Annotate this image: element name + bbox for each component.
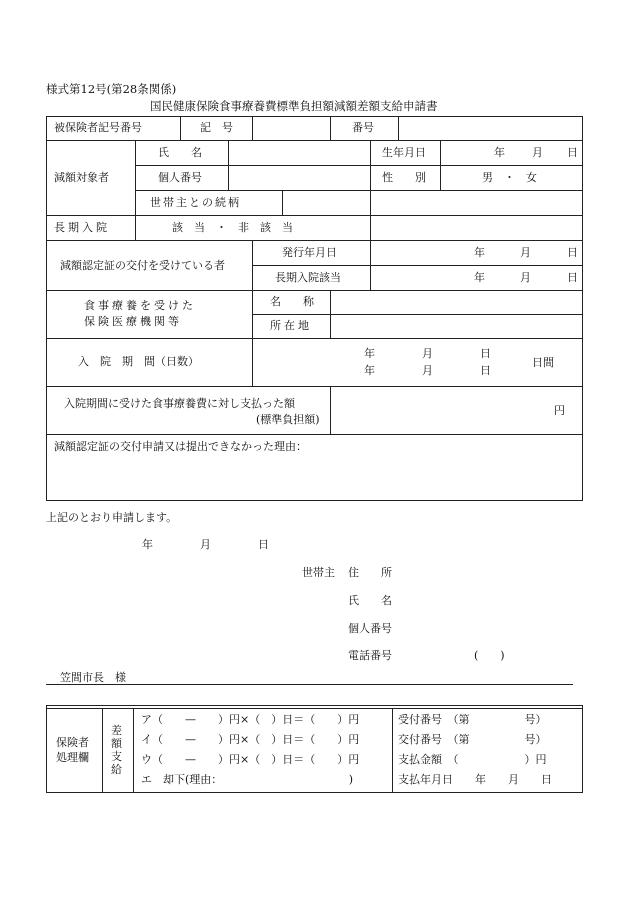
name-label: 氏 名: [158, 146, 202, 159]
issue-date-label: 発行年月日: [282, 246, 337, 259]
addressee: 笠間市長 様: [60, 671, 126, 684]
period-from-year: 年: [364, 347, 375, 360]
amount-field[interactable]: [330, 386, 582, 434]
form-number: 様式第12号(第28条関係): [46, 82, 177, 96]
amount-yen: 円: [554, 404, 565, 417]
reason-label: 減額認定証の交付申請又は提出できなかった理由：: [54, 440, 307, 453]
applicant-phone-label: 電話番号: [348, 649, 392, 662]
declaration-month: 月: [200, 538, 211, 551]
hospital-period-label: 入 院 期 間（日数）: [78, 355, 199, 368]
reason-field[interactable]: [47, 455, 582, 500]
birthdate-year: 年: [494, 146, 505, 159]
inst-address-field[interactable]: [330, 314, 582, 338]
long-term-applicable-label: 長期入院該当: [275, 271, 341, 284]
applicant-phone-parens: ( ): [474, 649, 505, 662]
long-term-month: 月: [520, 271, 531, 284]
applicant-address-label: 住 所: [348, 566, 392, 579]
number-field[interactable]: [398, 116, 582, 140]
payment-amount[interactable]: 支払金額 （ ）円: [398, 753, 547, 766]
insured-number-label: 被保険者記号番号: [54, 121, 142, 134]
period-from-day: 日: [480, 347, 491, 360]
inst-name-field[interactable]: [330, 290, 582, 314]
receipt-number[interactable]: 受付番号 （第 号）: [398, 713, 547, 726]
symbol-field[interactable]: [252, 116, 330, 140]
inst-name-label: 名 称: [270, 295, 314, 308]
declaration-day: 日: [258, 538, 269, 551]
calc-row-a[interactable]: ア（ — ）円×（ ）日＝（ ）円: [141, 713, 360, 726]
insurer-section-label-line1: 保険者: [56, 736, 89, 749]
inst-address-label: 所在地: [270, 319, 312, 332]
certificate-label: 減額認定証の交付を受けている者: [60, 259, 225, 272]
long-term-day: 日: [567, 271, 578, 284]
days-label: 日間: [532, 356, 554, 369]
reduction-target-label: 減額対象者: [54, 171, 109, 184]
form-title: 国民健康保険食事療養費標準負担額減額差額支給申請書: [150, 99, 438, 113]
calc-row-e[interactable]: エ 却下(理由： ): [141, 773, 354, 786]
period-to-year: 年: [364, 364, 375, 377]
personal-number-label: 個人番号: [158, 171, 202, 184]
amount-label-line2: (標準負担額): [256, 413, 320, 426]
issue-day: 日: [567, 246, 578, 259]
sex-options[interactable]: 男 ・ 女: [482, 171, 537, 184]
declaration-statement: 上記のとおり申請します。: [46, 511, 178, 524]
issue-number[interactable]: 交付番号 （第 号）: [398, 733, 547, 746]
issue-year: 年: [474, 246, 485, 259]
amount-label-line1: 入院期間に受けた食事療養費に対し支払った額: [64, 397, 295, 410]
calc-row-u[interactable]: ウ（ — ）円×（ ）日＝（ ）円: [141, 753, 360, 766]
number-label: 番号: [352, 121, 374, 134]
declaration-year: 年: [142, 538, 153, 551]
applicant-personal-number-label: 個人番号: [348, 622, 392, 635]
long-term-year: 年: [474, 271, 485, 284]
issue-month: 月: [520, 246, 531, 259]
sex-label: 性 別: [382, 171, 426, 184]
relationship-label: 世帯主との続柄: [150, 196, 241, 209]
payment-date[interactable]: 支払年月日 年 月 日: [398, 773, 552, 786]
birthdate-month: 月: [532, 146, 543, 159]
birthdate-day: 日: [567, 146, 578, 159]
symbol-label: 記 号: [200, 121, 233, 134]
diff-payment-label: 差額支給: [111, 724, 122, 776]
applicant-name-label: 氏 名: [348, 594, 392, 607]
insurer-section-label-line2: 処理欄: [56, 751, 89, 764]
institution-label-line1: 食事療養を受けた: [84, 299, 196, 312]
long-term-options[interactable]: 該 当 ・ 非 該 当: [172, 221, 293, 234]
addressee-underline: [46, 684, 573, 685]
period-to-month: 月: [422, 364, 433, 377]
period-to-day: 日: [480, 364, 491, 377]
period-from-month: 月: [422, 347, 433, 360]
relationship-field[interactable]: [282, 190, 370, 215]
institution-label-line2: 保険医療機関等: [84, 315, 182, 328]
personal-number-field[interactable]: [228, 165, 370, 190]
birthdate-label: 生年月日: [382, 146, 426, 159]
householder-label: 世帯主: [302, 566, 335, 579]
name-field[interactable]: [228, 140, 370, 165]
calc-row-i[interactable]: イ（ — ）円×（ ）日＝（ ）円: [141, 733, 360, 746]
long-term-label: 長期入院: [54, 221, 110, 234]
